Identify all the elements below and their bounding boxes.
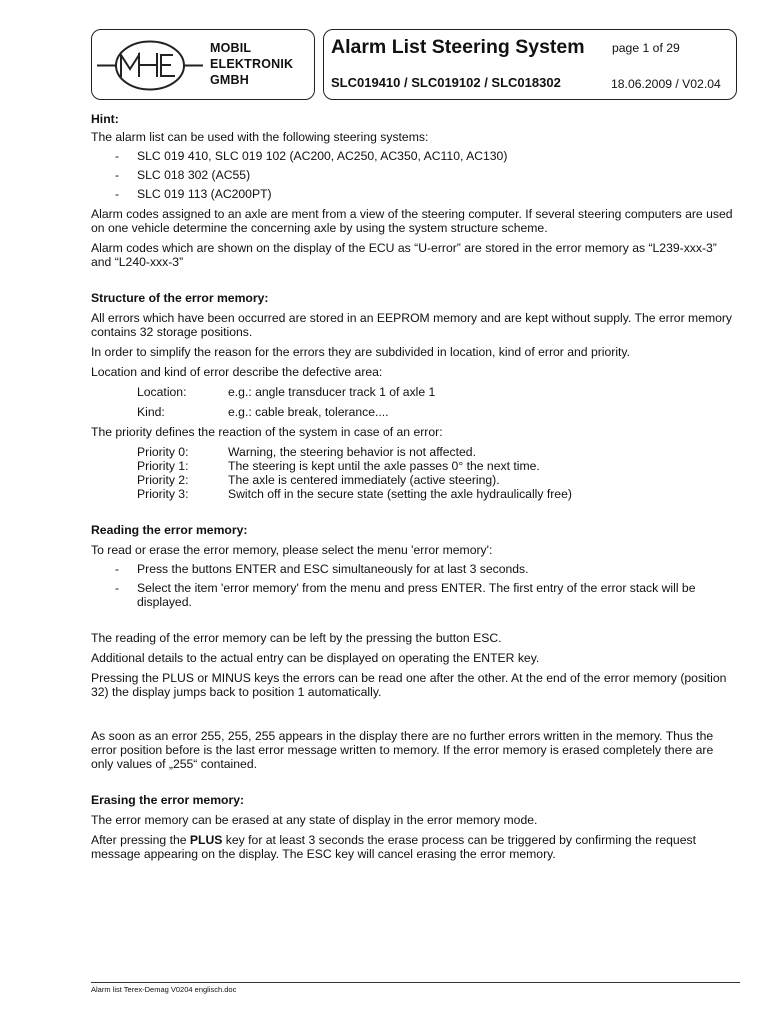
company-name-line: ELEKTRONIK <box>210 57 294 71</box>
model-numbers: SLC019410 / SLC019102 / SLC018302 <box>331 75 561 90</box>
dash-bullet: - <box>115 562 120 576</box>
paragraph: Pressing the PLUS or MINUS keys the errors can be read one after the other. At the end of the error memory (position 32) the display jumps back to position 1 automatically. <box>91 671 727 699</box>
list-item <box>91 168 737 182</box>
paragraph <box>91 833 737 861</box>
dash-bullet: - <box>115 149 120 163</box>
company-logo-box <box>91 29 315 100</box>
date-version: 18.06.2009 / V02.04 <box>611 77 721 91</box>
dash-bullet: - <box>115 168 120 182</box>
priority-key: Priority 1: <box>137 459 189 473</box>
priority-row <box>137 445 737 459</box>
paragraph: All errors which have been occurred are stored in an EEPROM memory and are kept without supply. The error memory contains 32 storage positions. <box>91 311 733 339</box>
detail-value: e.g.: angle transducer track 1 of axle 1 <box>228 385 436 399</box>
priority-value: The steering is kept until the axle passes 0° the next time. <box>228 459 540 473</box>
hint-intro: The alarm list can be used with the following steering systems: <box>91 130 429 144</box>
title-box <box>323 29 737 100</box>
paragraph: Additional details to the actual entry can be displayed on operating the ENTER key. <box>91 651 540 665</box>
reading-heading: Reading the error memory: <box>91 523 248 537</box>
paragraph: Location and kind of error describe the defective area: <box>91 365 383 379</box>
priority-row <box>137 473 737 487</box>
list-item <box>91 187 737 201</box>
plus-key-label: PLUS <box>189 833 223 847</box>
footer-filename: Alarm list Terex-Demag V0204 englisch.doc <box>91 985 237 994</box>
paragraph: Alarm codes which are shown on the display of the ECU as “U-error” are stored in the error memory as “L239-xxx-3” and “L240-xxx-3” <box>91 241 717 269</box>
paragraph: The error memory can be erased at any state of display in the error memory mode. <box>91 813 538 827</box>
paragraph: Alarm codes assigned to an axle are ment from a view of the steering computer. If several steering computers are used on one vehicle determine the concerning axle by using the system structure scheme. <box>91 207 733 235</box>
list-item-text: SLC 019 113 (AC200PT) <box>137 187 272 201</box>
detail-value: e.g.: cable break, tolerance.... <box>228 405 389 419</box>
page-number: page 1 of 29 <box>612 41 680 55</box>
company-name-line: MOBIL <box>210 41 252 55</box>
systems-list <box>91 149 737 201</box>
priority-row <box>137 487 737 501</box>
document-body <box>91 112 737 861</box>
paragraph: In order to simplify the reason for the errors they are subdivided in location, kind of error and priority. <box>91 345 630 359</box>
detail-key: Kind: <box>137 405 165 419</box>
priority-key: Priority 3: <box>137 487 189 501</box>
paragraph: To read or erase the error memory, please select the menu 'error memory': <box>91 543 493 557</box>
list-item <box>91 149 737 163</box>
list-item-text: SLC 018 302 (AC55) <box>137 168 251 182</box>
priority-value: Switch off in the secure state (setting the axle hydraulically free) <box>228 487 572 501</box>
paragraph: The priority defines the reaction of the system in case of an error: <box>91 425 443 439</box>
document-title: Alarm List Steering System <box>331 36 585 58</box>
paragraph: The reading of the error memory can be left by the pressing the button ESC. <box>91 631 502 645</box>
erasing-heading: Erasing the error memory: <box>91 793 245 807</box>
list-item <box>91 581 737 609</box>
footer-divider <box>91 982 740 983</box>
company-logo <box>95 37 205 94</box>
structure-heading: Structure of the error memory: <box>91 291 269 305</box>
dash-bullet: - <box>115 581 120 595</box>
priority-value: Warning, the steering behavior is not affected. <box>228 445 476 459</box>
text-run: key for at least 3 seconds the erase process can be triggered by confirming the request message appearing on the display. The ESC key will cancel erasing the error memory. <box>91 833 696 861</box>
list-item-text: Select the item 'error memory' from the menu and press ENTER. The first entry of the error stack will be displayed. <box>137 581 696 609</box>
priority-row <box>137 459 737 473</box>
detail-row <box>137 385 737 399</box>
priority-key: Priority 0: <box>137 445 189 459</box>
priority-table <box>91 445 737 501</box>
paragraph: As soon as an error 255, 255, 255 appears in the display there are no further errors written in the memory. Thus the error position before is the last error message written to memory. If the error memory is erased completely there are only values of „255“ contained. <box>91 729 714 771</box>
text-run: After pressing the <box>91 833 190 847</box>
company-name <box>210 40 293 88</box>
priority-key: Priority 2: <box>137 473 189 487</box>
detail-key: Location: <box>137 385 187 399</box>
company-name-line: GMBH <box>210 73 249 87</box>
list-item <box>91 562 737 576</box>
list-item-text: SLC 019 410, SLC 019 102 (AC200, AC250, AC350, AC110, AC130) <box>137 149 508 163</box>
list-item-text: Press the buttons ENTER and ESC simultaneously for at last 3 seconds. <box>137 562 529 576</box>
detail-row <box>137 405 737 419</box>
hint-heading: Hint: <box>91 112 119 126</box>
priority-value: The axle is centered immediately (active steering). <box>228 473 500 487</box>
dash-bullet: - <box>115 187 120 201</box>
steps-list <box>91 562 737 609</box>
document-header <box>91 29 737 100</box>
